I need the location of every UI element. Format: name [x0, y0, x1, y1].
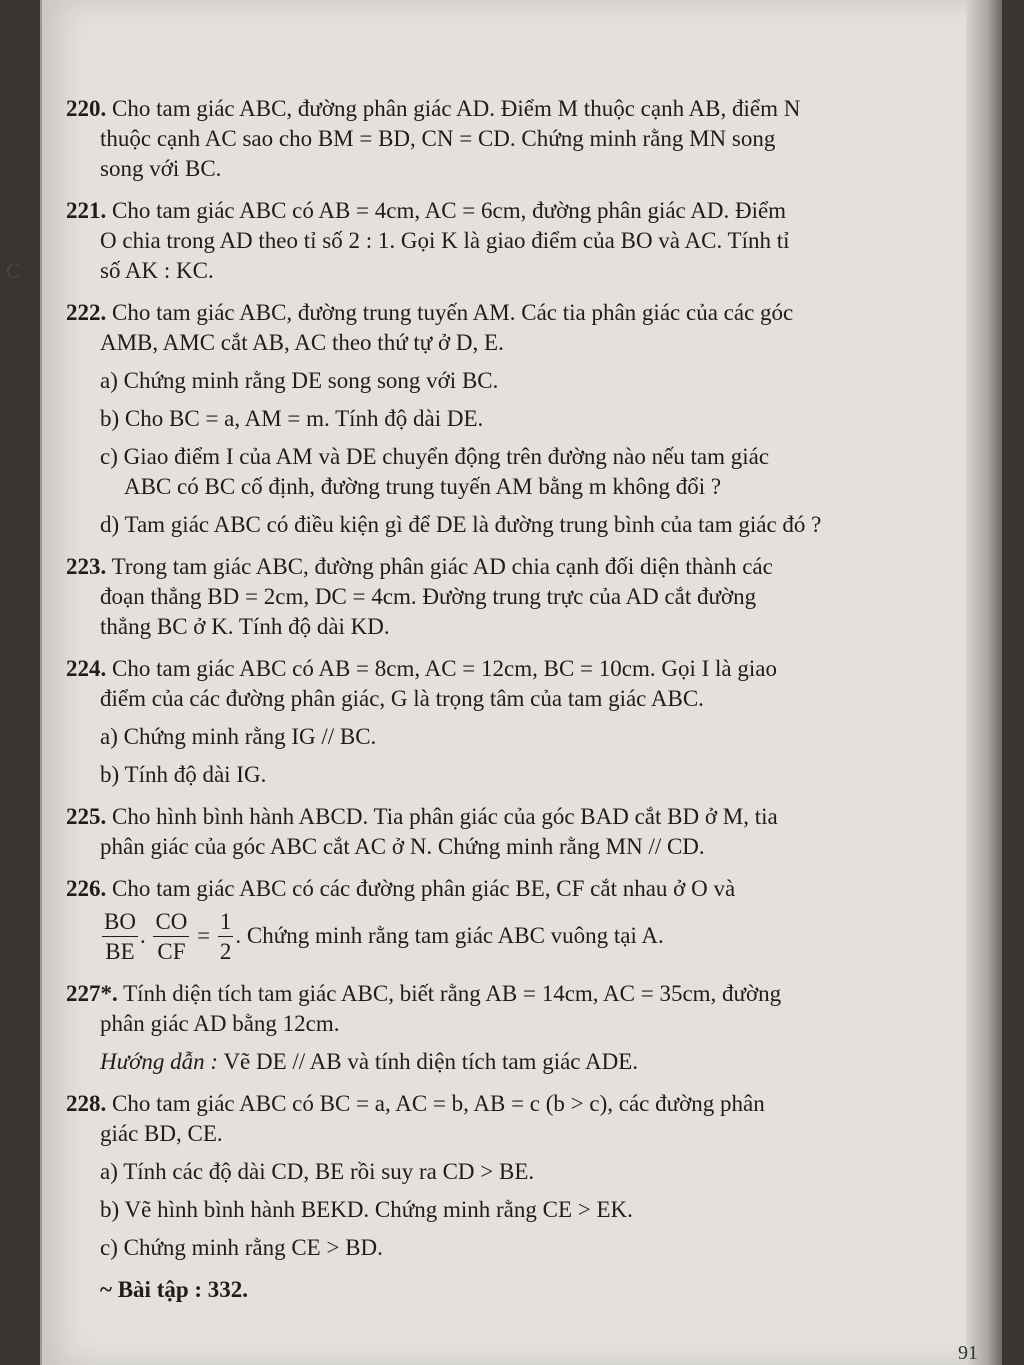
problem-223 [66, 552, 956, 642]
problem-line: Cho tam giác ABC có AB = 8cm, AC = 12cm, BC = 10cm. Gọi I là giao [112, 656, 777, 681]
problem-line: Cho tam giác ABC có AB = 4cm, AC = 6cm, đường phân giác AD. Điểm [112, 198, 787, 223]
subpart-label: b) [100, 406, 120, 431]
fraction-one-half [218, 908, 234, 967]
stray-mark: C [6, 258, 21, 283]
subpart-text: Chứng minh rằng DE song song với BC. [123, 368, 499, 393]
problem-line: O chia trong AD theo tỉ số 2 : 1. Gọi K là giao điểm của BO và AC. Tính tỉ [100, 228, 790, 253]
guide-text: Vẽ DE // AB và tính diện tích tam giác ADE. [223, 1049, 638, 1074]
problem-line: Cho tam giác ABC, đường phân giác AD. Điểm M thuộc cạnh AB, điểm N [112, 96, 801, 121]
subpart-text: Tính độ dài IG. [124, 762, 267, 787]
subpart-text: Vẽ hình bình hành BEKD. Chứng minh rằng CE > EK. [124, 1197, 633, 1222]
page-edge [966, 0, 1002, 1365]
numerator: 1 [218, 908, 234, 937]
problem-225 [66, 802, 956, 862]
numerator: BO [102, 908, 138, 937]
subpart [66, 1233, 956, 1263]
problem-line: Cho tam giác ABC có các đường phân giác BE, CF cắt nhau ở O và [112, 876, 736, 901]
problem-224 [66, 654, 956, 790]
problem-220 [66, 94, 956, 184]
problem-number: 227*. [66, 981, 118, 1006]
subpart-label: a) [100, 368, 118, 393]
subpart-label: a) [100, 724, 118, 749]
fraction-bo-be [102, 908, 138, 967]
exercise-reference: ~ Bài tập : 332. [100, 1277, 249, 1302]
problem-line: Trong tam giác ABC, đường phân giác AD chia cạnh đối diện thành các [111, 554, 773, 579]
subpart [66, 1195, 956, 1225]
problem-line: điểm của các đường phân giác, G là trọng tâm của tam giác ABC. [100, 686, 704, 711]
problem-line: số AK : KC. [100, 258, 214, 283]
problem-line: Cho hình bình hành ABCD. Tia phân giác của góc BAD cắt BD ở M, tia [112, 804, 778, 829]
problem-line: Cho tam giác ABC có BC = a, AC = b, AB = c (b > c), các đường phân [112, 1091, 765, 1116]
subpart [66, 1157, 956, 1187]
problem-line: thẳng BC ở K. Tính độ dài KD. [100, 614, 390, 639]
problem-number: 223. [66, 554, 107, 579]
problem-line: phân giác AD bằng 12cm. [100, 1011, 340, 1036]
subpart-label: c) [100, 444, 118, 469]
problem-228 [66, 1089, 956, 1263]
subpart-text: Tam giác ABC có điều kiện gì để DE là đường trung bình của tam giác đó ? [124, 512, 822, 537]
problem-226 [66, 874, 956, 967]
subpart-text: Cho BC = a, AM = m. Tính độ dài DE. [124, 406, 484, 431]
problem-line: thuộc cạnh AC sao cho BM = BD, CN = CD. Chứng minh rằng MN song [100, 126, 776, 151]
fraction-co-cf [153, 908, 189, 967]
numerator: CO [153, 908, 189, 937]
subpart-text: ABC có BC cố định, đường trung tuyến AM bằng m không đổi ? [124, 474, 722, 499]
problem-line: đoạn thẳng BD = 2cm, DC = 4cm. Đường trung trực của AD cắt đường [100, 584, 757, 609]
problem-number: 222. [66, 300, 107, 325]
problem-number: 221. [66, 198, 107, 223]
subpart [66, 442, 956, 502]
equals-sign: = [197, 922, 211, 948]
subpart-text: Tính các độ dài CD, BE rồi suy ra CD > BE. [123, 1159, 535, 1184]
subpart [66, 510, 956, 540]
denominator: 2 [219, 939, 232, 964]
subpart-text: Chứng minh rằng IG // BC. [123, 724, 377, 749]
subpart-label: b) [100, 1197, 120, 1222]
problem-number: 224. [66, 656, 107, 681]
subpart-label: d) [100, 512, 120, 537]
denominator: CF [157, 939, 186, 964]
problem-number: 228. [66, 1091, 107, 1116]
subpart [66, 760, 956, 790]
subpart-label: a) [100, 1159, 118, 1184]
problem-number: 226. [66, 876, 107, 901]
subpart-text: Chứng minh rằng CE > BD. [123, 1235, 383, 1260]
page-number: 91 [958, 1342, 978, 1364]
problem-line: phân giác của góc ABC cắt AC ở N. Chứng minh rằng MN // CD. [100, 834, 705, 859]
equation-line [66, 908, 956, 967]
problem-line: AMB, AMC cắt AB, AC theo thứ tự ở D, E. [100, 330, 504, 355]
problem-line: giác BD, CE. [100, 1121, 223, 1146]
problem-line: Tính diện tích tam giác ABC, biết rằng AB = 14cm, AC = 35cm, đường [123, 981, 782, 1006]
subpart [66, 366, 956, 396]
problem-222 [66, 298, 956, 540]
multiply-dot: . [139, 922, 146, 948]
guide-label: Hướng dẫn : [100, 1049, 219, 1074]
problem-line: song với BC. [100, 156, 222, 181]
subpart-label: c) [100, 1235, 118, 1260]
guide-line [66, 1047, 956, 1077]
problem-line: Cho tam giác ABC, đường trung tuyến AM. Các tia phân giác của các góc [112, 300, 794, 325]
subpart-label: b) [100, 762, 120, 787]
problem-221 [66, 196, 956, 286]
equation-tail: . Chứng minh rằng tam giác ABC vuông tại A. [235, 922, 664, 948]
subpart-text: Giao điểm I của AM và DE chuyển động trên đường nào nếu tam giác [123, 444, 770, 469]
problem-list [66, 94, 956, 1305]
problem-227 [66, 979, 956, 1077]
problem-number: 225. [66, 804, 107, 829]
denominator: BE [105, 939, 135, 964]
problem-number: 220. [66, 96, 107, 121]
subpart [66, 722, 956, 752]
subpart [66, 404, 956, 434]
